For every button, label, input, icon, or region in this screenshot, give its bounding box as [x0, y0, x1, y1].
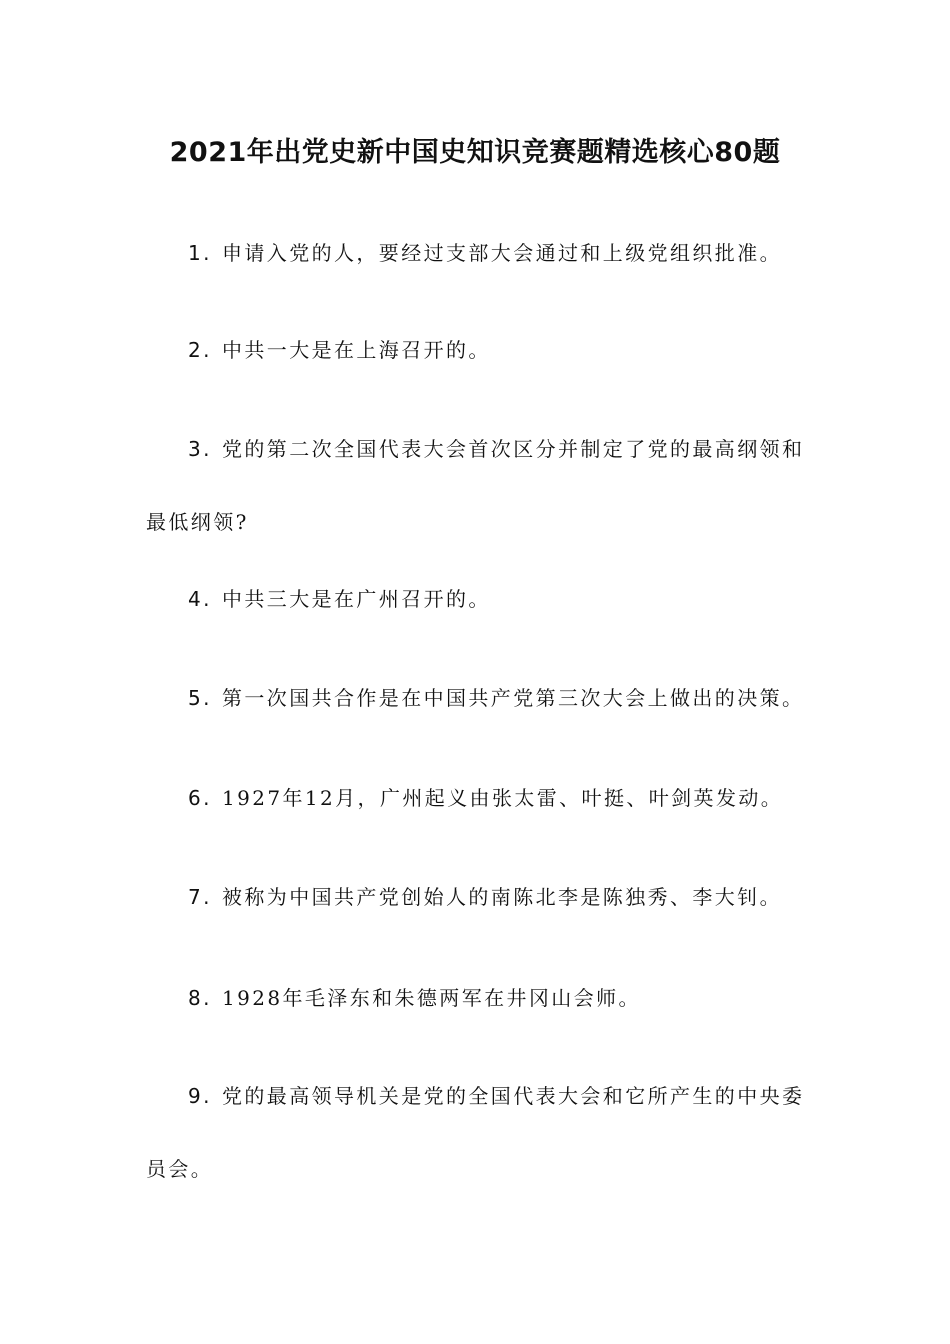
page-title: 2021年出党史新中国史知识竞赛题精选核心80题 [169, 137, 781, 168]
item-line [146, 1081, 811, 1111]
list-item [146, 783, 811, 813]
item-line [146, 238, 811, 268]
item-number: 6. [188, 786, 212, 810]
item-number: 9. [188, 1084, 212, 1108]
item-text: 被称为中国共产党创始人的南陈北李是陈独秀、李大钊。 [222, 885, 782, 909]
list-item [146, 683, 811, 713]
list-item [146, 434, 811, 537]
item-number: 2. [188, 338, 212, 362]
item-text: 党的第二次全国代表大会首次区分并制定了党的最高纲领和 [222, 437, 805, 461]
item-text: 第一次国共合作是在中国共产党第三次大会上做出的决策。 [222, 686, 805, 710]
item-line [146, 335, 811, 365]
item-line [146, 434, 811, 464]
list-item [146, 1081, 811, 1184]
item-number: 8. [188, 986, 212, 1010]
item-line [146, 882, 811, 912]
list-item [146, 584, 811, 614]
item-continuation: 员会。 [146, 1157, 214, 1181]
item-text: 1928年毛泽东和朱德两军在井冈山会师。 [222, 986, 641, 1010]
item-text: 中共三大是在广州召开的。 [222, 587, 491, 611]
item-continuation: 最低纲领? [146, 510, 249, 534]
item-text: 党的最高领导机关是党的全国代表大会和它所产生的中央委 [222, 1084, 805, 1108]
item-number: 4. [188, 587, 212, 611]
item-number: 1. [188, 241, 212, 265]
list-item [146, 882, 811, 912]
item-text: 中共一大是在上海召开的。 [222, 338, 491, 362]
item-line [146, 683, 811, 713]
item-text: 1927年12月，广州起义由张太雷、叶挺、叶剑英发动。 [222, 786, 784, 810]
item-line [146, 584, 811, 614]
item-line [146, 983, 811, 1013]
item-number: 3. [188, 437, 212, 461]
list-item [146, 335, 811, 365]
list-item [146, 983, 811, 1013]
item-text: 申请入党的人，要经过支部大会通过和上级党组织批准。 [222, 241, 782, 265]
list-item [146, 238, 811, 268]
item-line [146, 783, 811, 813]
item-number: 5. [188, 686, 212, 710]
item-number: 7. [188, 885, 212, 909]
